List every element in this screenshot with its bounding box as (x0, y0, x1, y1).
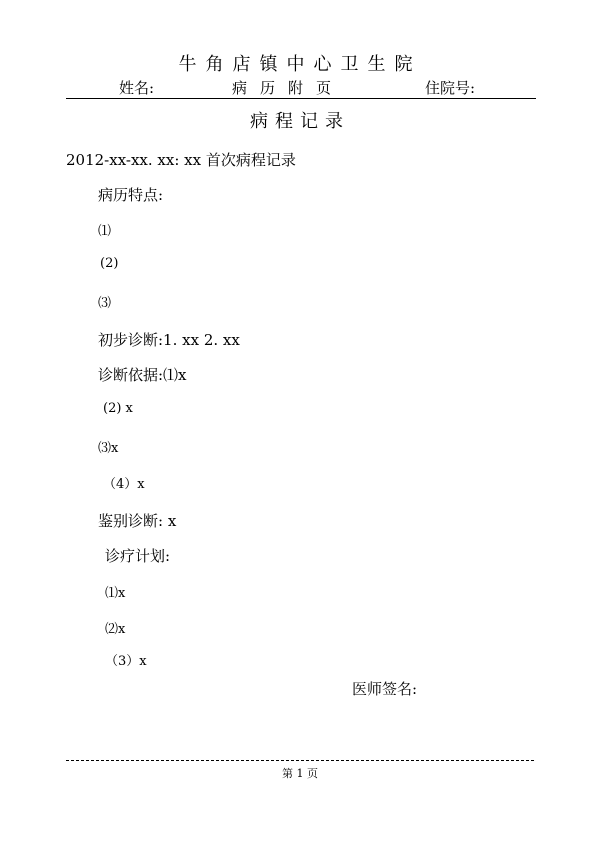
patient-name-label: 姓名: (119, 79, 155, 97)
diagnosis-basis-item-2: (2) x (103, 401, 133, 416)
page-type-label: 病历附页 (232, 79, 345, 97)
feature-item-2: (2) (100, 256, 119, 271)
record-datetime-line: 2012-xx-xx. xx: xx 首次病程记录 (66, 151, 296, 169)
footer-divider (66, 760, 534, 761)
treatment-plan-item-1: ⑴x (105, 586, 126, 601)
treatment-plan-item-3: （3）x (105, 654, 147, 669)
diagnosis-basis-item-4: （4）x (103, 477, 145, 492)
differential-diagnosis: 鉴别诊断: x (98, 512, 177, 530)
treatment-plan-heading: 诊疗计划: (105, 547, 171, 565)
preliminary-diagnosis: 初步诊断:1. xx 2. xx (98, 331, 240, 349)
header-divider (66, 98, 536, 99)
page-number: 第 1 页 (282, 767, 318, 780)
inpatient-number-label: 住院号: (425, 79, 476, 97)
document-title: 病程记录 (250, 111, 350, 132)
doctor-signature-label: 医师签名: (352, 680, 418, 698)
diagnosis-basis-heading: 诊断依据:⑴x (98, 366, 187, 384)
feature-item-3: ⑶ (98, 296, 112, 311)
diagnosis-basis-item-3: ⑶x (98, 441, 119, 456)
features-heading: 病历特点: (98, 186, 164, 204)
hospital-name: 牛角店镇中心卫生院 (178, 54, 422, 75)
treatment-plan-item-2: ⑵x (105, 622, 126, 637)
feature-item-1: ⑴ (98, 224, 112, 239)
